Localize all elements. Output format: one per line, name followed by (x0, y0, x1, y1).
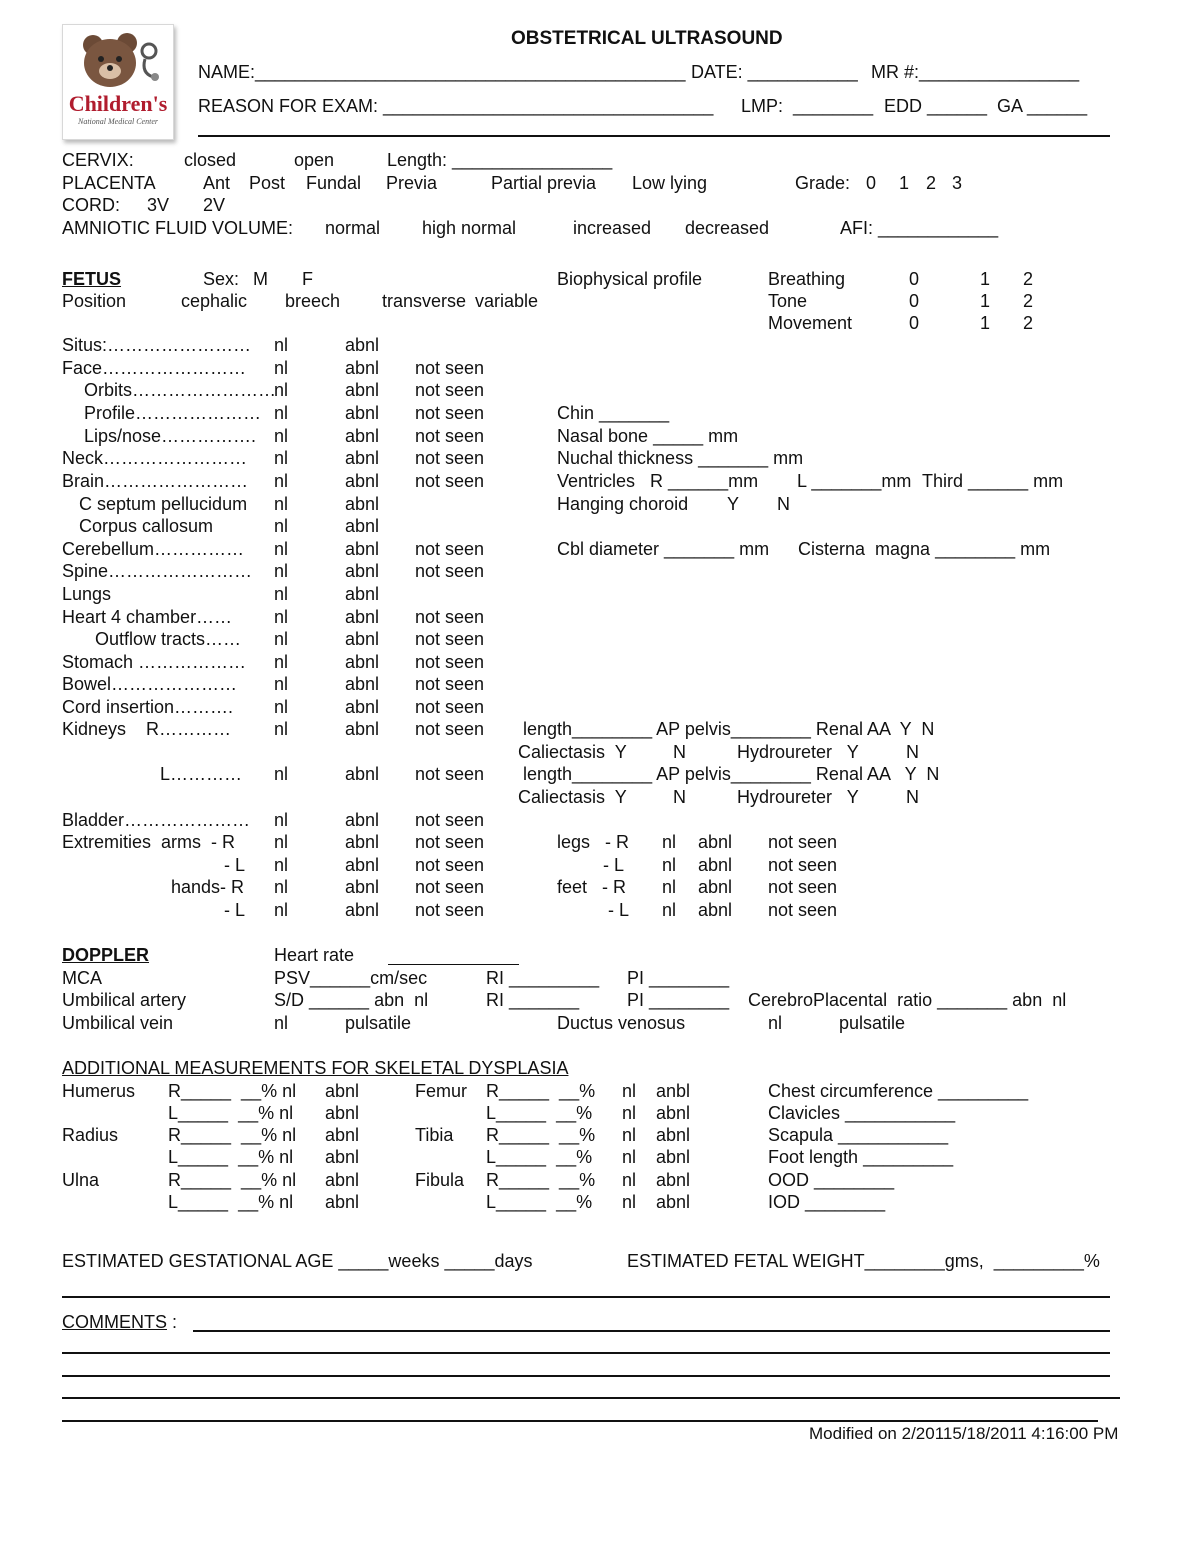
bone-measure[interactable]: L_____ __% (486, 1147, 593, 1167)
bone-abnl[interactable]: abnl (325, 1147, 360, 1167)
anatomy-not-seen[interactable]: not seen (415, 810, 485, 830)
anatomy-label: Bowel………………… (62, 674, 238, 694)
anatomy-not-seen[interactable]: not seen (415, 629, 485, 649)
anatomy-not-seen[interactable]: not seen (415, 900, 485, 920)
anatomy-abnl[interactable]: abnl (345, 494, 380, 514)
kidney-r-hydroureter-n[interactable]: N (906, 742, 919, 762)
lmp-field[interactable]: LMP: ________ (741, 96, 874, 116)
position-transverse[interactable]: transverse (382, 291, 467, 311)
anatomy-abnl[interactable]: abnl (345, 719, 380, 739)
anatomy-label: Cerebellum…………… (62, 539, 245, 559)
limb-abnl[interactable]: abnl (698, 877, 733, 897)
anatomy-abnl[interactable]: abnl (345, 516, 380, 536)
afv-normal[interactable]: normal (325, 218, 381, 238)
anatomy-nl[interactable]: nl (274, 561, 289, 581)
bone-abnl[interactable]: abnl (325, 1192, 360, 1212)
anatomy-not-seen[interactable]: not seen (415, 674, 485, 694)
anatomy-abnl[interactable]: abnl (345, 539, 380, 559)
cord-3v[interactable]: 3V (147, 195, 170, 215)
extra-measure[interactable]: IOD ________ (768, 1192, 886, 1212)
anatomy-nl[interactable]: nl (274, 448, 289, 468)
comments-label (62, 1312, 177, 1332)
anatomy-abnl[interactable]: abnl (345, 764, 380, 784)
comments-label-text: COMMENTS (62, 1312, 167, 1332)
comments-line-2[interactable] (62, 1352, 1110, 1354)
anatomy-label: Extremities arms - R (62, 832, 236, 852)
childrens-logo (62, 24, 174, 140)
anatomy-label: Corpus callosum (79, 516, 214, 536)
anatomy-label: Brain…………………… (62, 471, 249, 491)
afv-decreased[interactable]: decreased (685, 218, 770, 238)
bone-measure[interactable]: R_____ __% nl (168, 1125, 297, 1145)
limb-abnl[interactable]: abnl (698, 832, 733, 852)
anatomy-abnl[interactable]: abnl (345, 561, 380, 581)
mca-ri[interactable]: RI _________ (486, 968, 600, 988)
grade-0[interactable]: 0 (866, 173, 877, 193)
anatomy-abnl[interactable]: abnl (345, 335, 380, 355)
bone-label: Ulna (62, 1170, 100, 1190)
limb-not-seen[interactable]: not seen (768, 900, 838, 920)
bpp-score[interactable]: 1 (980, 269, 991, 289)
limb-nl[interactable]: nl (662, 877, 677, 897)
bpp-score[interactable]: 2 (1023, 269, 1034, 289)
header-divider (198, 135, 1110, 137)
anatomy-not-seen[interactable]: not seen (415, 448, 485, 468)
efw-field[interactable]: ESTIMATED FETAL WEIGHT________gms, _________% (627, 1251, 1100, 1271)
hanging-choroid-label: Hanging choroid (557, 494, 689, 514)
afv-label: AMNIOTIC FLUID VOLUME: (62, 218, 294, 238)
anatomy-not-seen[interactable]: not seen (415, 877, 485, 897)
anatomy-label: Heart 4 chamber…… (62, 607, 233, 627)
anatomy-not-seen[interactable]: not seen (415, 471, 485, 491)
bone-abnl[interactable]: abnl (325, 1103, 360, 1123)
anatomy-not-seen[interactable]: not seen (415, 764, 485, 784)
anatomy-abnl[interactable]: abnl (345, 403, 380, 423)
limb-label: - L (608, 900, 630, 920)
kidney-r-hydroureter[interactable]: Hydroureter Y (737, 742, 859, 762)
placenta-fundal[interactable]: Fundal (306, 173, 362, 193)
anatomy-label: Outflow tracts…… (95, 629, 242, 649)
anatomy-abnl[interactable]: abnl (345, 810, 380, 830)
grade-1[interactable]: 1 (899, 173, 910, 193)
anatomy-nl[interactable]: nl (274, 652, 289, 672)
anatomy-nl[interactable]: nl (274, 539, 289, 559)
anatomy-label: Profile………………… (84, 403, 262, 423)
anatomy-abnl[interactable]: abnl (345, 629, 380, 649)
anatomy-abnl[interactable]: abnl (345, 426, 380, 446)
sex-f[interactable]: F (302, 269, 313, 289)
dv-label: Ductus venosus (557, 1013, 686, 1033)
logo-brand: Children's (68, 91, 168, 116)
bone-label: Fibula (415, 1170, 465, 1190)
limb-not-seen[interactable]: not seen (768, 855, 838, 875)
anatomy-nl[interactable]: nl (274, 584, 289, 604)
mca-label: MCA (62, 968, 102, 988)
anatomy-not-seen[interactable]: not seen (415, 403, 485, 423)
anatomy-not-seen[interactable]: not seen (415, 358, 485, 378)
position-cephalic[interactable]: cephalic (181, 291, 248, 311)
sex-m[interactable]: M (253, 269, 268, 289)
limb-nl[interactable]: nl (662, 832, 677, 852)
comments-line-4[interactable] (62, 1397, 1120, 1399)
limb-nl[interactable]: nl (662, 900, 677, 920)
anatomy-nl[interactable]: nl (274, 719, 289, 739)
anatomy-nl[interactable]: nl (274, 494, 289, 514)
bone-measure[interactable]: R_____ __% nl (168, 1081, 297, 1101)
anatomy-abnl[interactable]: abnl (345, 674, 380, 694)
grade-3[interactable]: 3 (952, 173, 963, 193)
comments-line-3[interactable] (62, 1375, 1110, 1377)
nuchal-field[interactable]: Nuchal thickness _______ mm (557, 448, 804, 468)
limb-label: feet - R (557, 877, 627, 897)
cbl-field[interactable]: Cbl diameter _______ mm (557, 539, 770, 559)
kidney-l-measures[interactable]: length________ AP pelvis________ Renal AA Y N (523, 764, 940, 784)
bone-nl[interactable]: nl (622, 1081, 637, 1101)
bpp-label: Movement (768, 313, 853, 333)
anatomy-nl[interactable]: nl (274, 697, 289, 717)
ventricle-l-field[interactable]: L _______mm (797, 471, 912, 491)
anatomy-nl[interactable]: nl (274, 764, 289, 784)
extra-measure[interactable]: Clavicles ___________ (768, 1103, 956, 1123)
bone-measure[interactable]: L_____ __% nl (168, 1103, 294, 1123)
limb-abnl[interactable]: abnl (698, 900, 733, 920)
anatomy-label: hands- R (171, 877, 245, 897)
bone-measure[interactable]: R_____ __% (486, 1081, 596, 1101)
afv-high-normal[interactable]: high normal (422, 218, 517, 238)
bone-abnl[interactable]: anbl (656, 1081, 691, 1101)
fetus-heading: FETUS (62, 269, 122, 289)
afi-field[interactable]: AFI: ____________ (840, 218, 999, 238)
anatomy-nl[interactable]: nl (274, 877, 289, 897)
anatomy-not-seen[interactable]: not seen (415, 607, 485, 627)
chin-field[interactable]: Chin _______ (557, 403, 670, 423)
uv-pulsatile[interactable]: pulsatile (345, 1013, 412, 1033)
anatomy-not-seen[interactable]: not seen (415, 539, 485, 559)
bone-abnl[interactable]: abnl (656, 1103, 691, 1123)
bone-nl[interactable]: nl (622, 1125, 637, 1145)
anatomy-label: Face…………………… (62, 358, 247, 378)
bone-label: Femur (415, 1081, 468, 1101)
edd-field[interactable]: EDD ______ (884, 96, 988, 116)
uv-label: Umbilical vein (62, 1013, 174, 1033)
extra-measure[interactable]: OOD ________ (768, 1170, 895, 1190)
anatomy-not-seen[interactable]: not seen (415, 426, 485, 446)
logo-subtitle: National Medical Center (78, 117, 158, 126)
bone-measure[interactable]: L_____ __% (486, 1103, 593, 1123)
anatomy-label: Stomach ……………… (62, 652, 247, 672)
anatomy-abnl[interactable]: abnl (345, 855, 380, 875)
comments-line-5[interactable] (62, 1420, 1098, 1422)
mca-psv[interactable]: PSV______cm/sec (274, 968, 428, 988)
anatomy-not-seen[interactable]: not seen (415, 832, 485, 852)
bpp-label: Breathing (768, 269, 846, 289)
name-field[interactable]: NAME:___________________________________________ (198, 62, 686, 82)
ua-ri[interactable]: RI _______ (486, 990, 580, 1010)
limb-not-seen[interactable]: not seen (768, 877, 838, 897)
anatomy-abnl[interactable]: abnl (345, 448, 380, 468)
bone-label: Radius (62, 1125, 119, 1145)
hanging-choroid-n[interactable]: N (777, 494, 790, 514)
ua-pi[interactable]: PI ________ (627, 990, 730, 1010)
nasal-bone-field[interactable]: Nasal bone _____ mm (557, 426, 739, 446)
anatomy-nl[interactable]: nl (274, 607, 289, 627)
grade-2[interactable]: 2 (926, 173, 937, 193)
bone-abnl[interactable]: abnl (325, 1170, 360, 1190)
ua-sd[interactable]: S/D ______ abn nl (274, 990, 429, 1010)
anatomy-not-seen[interactable]: not seen (415, 561, 485, 581)
anatomy-nl[interactable]: nl (274, 810, 289, 830)
ua-label: Umbilical artery (62, 990, 187, 1010)
anatomy-label: L………… (160, 764, 243, 784)
cord-2v[interactable]: 2V (203, 195, 226, 215)
bone-abnl[interactable]: abnl (656, 1147, 691, 1167)
bpp-label: Tone (768, 291, 808, 311)
anatomy-not-seen[interactable]: not seen (415, 719, 485, 739)
grade-label: Grade: (795, 173, 851, 193)
bone-abnl[interactable]: abnl (325, 1081, 360, 1101)
comments-line-1[interactable] (193, 1330, 1110, 1332)
ga-field[interactable]: GA ______ (997, 96, 1088, 116)
anatomy-label: Lips/nose……………. (84, 426, 257, 446)
cervix-closed[interactable]: closed (184, 150, 237, 170)
kidney-l-caliectasis-n[interactable]: N (673, 787, 686, 807)
comments-colon: : (167, 1312, 178, 1332)
cervix-open[interactable]: open (294, 150, 335, 170)
placenta-partial-previa[interactable]: Partial previa (491, 173, 597, 193)
bone-measure[interactable]: R_____ __% (486, 1170, 596, 1190)
mr-field[interactable]: MR #:________________ (871, 62, 1080, 82)
anatomy-nl[interactable]: nl (274, 674, 289, 694)
anatomy-abnl[interactable]: abnl (345, 877, 380, 897)
anatomy-label: Kidneys R………… (62, 719, 232, 739)
estimates-divider (62, 1296, 1110, 1298)
anatomy-nl[interactable]: nl (274, 426, 289, 446)
anatomy-abnl[interactable]: abnl (345, 584, 380, 604)
reason-field[interactable]: REASON FOR EXAM: _________________________________ (198, 96, 714, 116)
teddy-bear-icon (63, 25, 173, 95)
position-label: Position (62, 291, 127, 311)
bone-nl[interactable]: nl (622, 1147, 637, 1167)
anatomy-abnl[interactable]: abnl (345, 471, 380, 491)
anatomy-label: Neck…………………… (62, 448, 248, 468)
position-variable[interactable]: variable (475, 291, 539, 311)
skeletal-heading: ADDITIONAL MEASUREMENTS FOR SKELETAL DYSPLASIA (62, 1058, 569, 1078)
anatomy-label: Spine…………………… (62, 561, 253, 581)
biophysical-label: Biophysical profile (557, 269, 703, 289)
kidney-l-caliectasis[interactable]: Caliectasis Y (518, 787, 627, 807)
doppler-heading: DOPPLER (62, 945, 150, 965)
anatomy-abnl[interactable]: abnl (345, 900, 380, 920)
dv-nl[interactable]: nl (768, 1013, 783, 1033)
bpp-score[interactable]: 1 (980, 313, 991, 333)
limb-label: legs - R (557, 832, 630, 852)
kidney-r-caliectasis-n[interactable]: N (673, 742, 686, 762)
anatomy-nl[interactable]: nl (274, 380, 289, 400)
extra-measure[interactable]: Scapula ___________ (768, 1125, 949, 1145)
bpp-score[interactable]: 0 (909, 269, 920, 289)
anatomy-label: Orbits…………………… (84, 380, 277, 400)
cp-ratio[interactable]: CerebroPlacental ratio _______ abn nl (748, 990, 1067, 1010)
bpp-score[interactable]: 2 (1023, 313, 1034, 333)
anatomy-nl[interactable]: nl (274, 855, 289, 875)
bone-measure[interactable]: R_____ __% (486, 1125, 596, 1145)
cord-label: CORD: (62, 195, 120, 215)
anatomy-nl[interactable]: nl (274, 900, 289, 920)
anatomy-label: Bladder………………… (62, 810, 251, 830)
anatomy-abnl[interactable]: abnl (345, 652, 380, 672)
bone-abnl[interactable]: abnl (656, 1192, 691, 1212)
anatomy-abnl[interactable]: abnl (345, 697, 380, 717)
anatomy-nl[interactable]: nl (274, 358, 289, 378)
anatomy-label: Cord insertion………. (62, 697, 234, 717)
kidney-l-hydroureter[interactable]: Hydroureter Y (737, 787, 859, 807)
bone-nl[interactable]: nl (622, 1103, 637, 1123)
bone-label: Humerus (62, 1081, 136, 1101)
bpp-score[interactable]: 0 (909, 291, 920, 311)
placenta-previa[interactable]: Previa (386, 173, 438, 193)
anatomy-label: - L (224, 900, 246, 920)
bone-label: Tibia (415, 1125, 454, 1145)
bpp-score[interactable]: 1 (980, 291, 991, 311)
anatomy-abnl[interactable]: abnl (345, 380, 380, 400)
afv-increased[interactable]: increased (573, 218, 652, 238)
kidney-l-hydroureter-n[interactable]: N (906, 787, 919, 807)
date-field[interactable]: DATE: ___________ (691, 62, 858, 82)
anatomy-nl[interactable]: nl (274, 629, 289, 649)
cisterna-field[interactable]: Cisterna magna ________ mm (798, 539, 1051, 559)
bone-abnl[interactable]: abnl (656, 1170, 691, 1190)
ventricle-r-field[interactable]: Ventricles R ______mm (557, 471, 759, 491)
limb-not-seen[interactable]: not seen (768, 832, 838, 852)
bone-measure[interactable]: L_____ __% nl (168, 1147, 294, 1167)
anatomy-nl[interactable]: nl (274, 832, 289, 852)
extra-measure[interactable]: Chest circumference _________ (768, 1081, 1029, 1101)
cervix-length[interactable]: Length: ________________ (387, 150, 613, 170)
hanging-choroid-y[interactable]: Y (727, 494, 740, 514)
dv-pulsatile[interactable]: pulsatile (839, 1013, 906, 1033)
anatomy-label: C septum pellucidum (79, 494, 248, 514)
anatomy-not-seen[interactable]: not seen (415, 380, 485, 400)
anatomy-nl[interactable]: nl (274, 403, 289, 423)
placenta-ant[interactable]: Ant (203, 173, 231, 193)
modified-footer: Modified on 2/20115/18/2011 4:16:00 PM (809, 1424, 1119, 1443)
anatomy-nl[interactable]: nl (274, 516, 289, 536)
bone-abnl[interactable]: abnl (656, 1125, 691, 1145)
anatomy-abnl[interactable]: abnl (345, 358, 380, 378)
kidney-r-caliectasis[interactable]: Caliectasis Y (518, 742, 627, 762)
bpp-score[interactable]: 0 (909, 313, 920, 333)
form-title: OBSTETRICAL ULTRASOUND (511, 28, 783, 49)
heart-rate-line[interactable] (388, 964, 519, 965)
kidney-r-measures[interactable]: length________ AP pelvis________ Renal AA Y N (523, 719, 935, 739)
extra-measure[interactable]: Foot length _________ (768, 1147, 954, 1167)
cervix-label: CERVIX: (62, 150, 134, 170)
position-breech[interactable]: breech (285, 291, 341, 311)
bone-nl[interactable]: nl (622, 1192, 637, 1212)
bone-nl[interactable]: nl (622, 1170, 637, 1190)
limb-nl[interactable]: nl (662, 855, 677, 875)
placenta-low-lying[interactable]: Low lying (632, 173, 708, 193)
anatomy-label: - L (224, 855, 246, 875)
placenta-label: PLACENTA (62, 173, 156, 193)
uv-nl[interactable]: nl (274, 1013, 289, 1033)
anatomy-nl[interactable]: nl (274, 335, 289, 355)
limb-label: - L (603, 855, 625, 875)
sex-label: Sex: (203, 269, 240, 289)
anatomy-abnl[interactable]: abnl (345, 832, 380, 852)
anatomy-not-seen[interactable]: not seen (415, 855, 485, 875)
anatomy-nl[interactable]: nl (274, 471, 289, 491)
bone-abnl[interactable]: abnl (325, 1125, 360, 1145)
anatomy-abnl[interactable]: abnl (345, 607, 380, 627)
placenta-post[interactable]: Post (249, 173, 286, 193)
heart-rate-label: Heart rate (274, 945, 355, 965)
bone-measure[interactable]: R_____ __% nl (168, 1170, 297, 1190)
anatomy-not-seen[interactable]: not seen (415, 697, 485, 717)
bpp-score[interactable]: 2 (1023, 291, 1034, 311)
anatomy-not-seen[interactable]: not seen (415, 652, 485, 672)
anatomy-label: Situs:…………………… (62, 335, 252, 355)
anatomy-label: Lungs (62, 584, 112, 604)
mca-pi[interactable]: PI ________ (627, 968, 730, 988)
third-ventricle-field[interactable]: Third ______ mm (922, 471, 1064, 491)
bone-measure[interactable]: L_____ __% (486, 1192, 593, 1212)
limb-abnl[interactable]: abnl (698, 855, 733, 875)
ega-field[interactable]: ESTIMATED GESTATIONAL AGE _____weeks _____days (62, 1251, 533, 1271)
bone-measure[interactable]: L_____ __% nl (168, 1192, 294, 1212)
